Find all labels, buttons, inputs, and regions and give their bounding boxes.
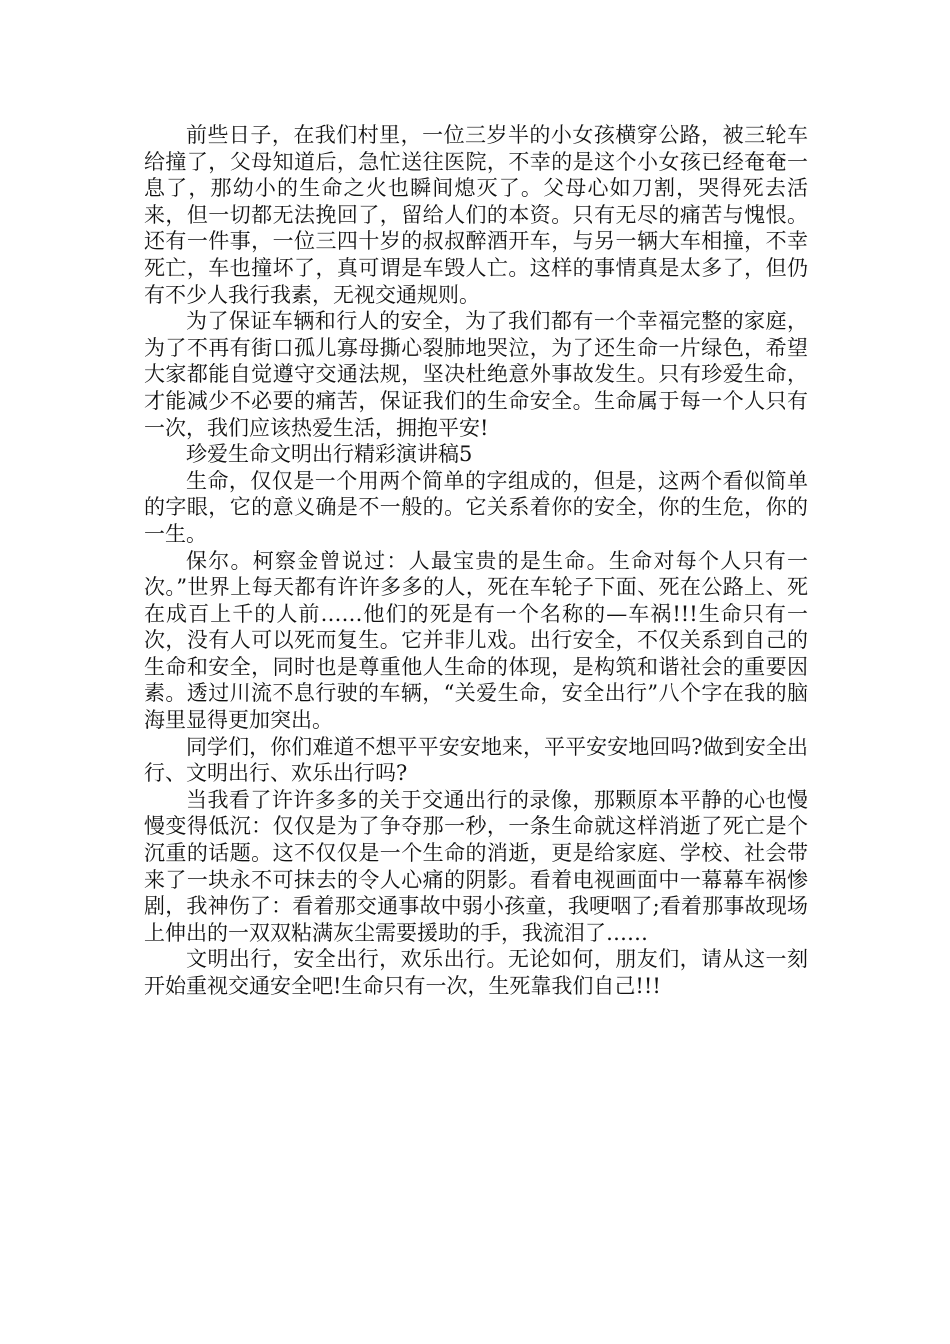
paragraph: 文明出行，安全出行，欢乐出行。无论如何，朋友们，请从这一刻开始重视交通安全吧!生命只有一次，生死靠我们自己!!! xyxy=(144,947,808,998)
paragraph: 前些日子，在我们村里，一位三岁半的小女孩横穿公路，被三轮车给撞了，父母知道后，急忙送往医院，不幸的是这个小女孩已经奄奄一息了，那幼小的生命之火也瞬间熄灭了。父母心如刀割，哭得死去活来，但一切都无法挽回了，留给人们的本资。只有无尽的痛苦与愧恨。还有一件事，一位三四十岁的叔叔醉酒开车，与另一辆大车相撞，不幸死亡，车也撞坏了，真可谓是车毁人亡。这样的事情真是太多了，但仍有不少人我行我素，无视交通规则。 xyxy=(144,123,808,307)
paragraph: 为了保证车辆和行人的安全，为了我们都有一个幸福完整的家庭，为了不再有街口孤儿寡母撕心裂肺地哭泣，为了还生命一片绿色，希望大家都能自觉遵守交通法规，坚决杜绝意外事故发生。只有珍爱生命，才能减少不必要的痛苦，保证我们的生命安全。生命属于每一个人只有一次，我们应该热爱生活，拥抱平安! xyxy=(144,309,808,440)
section-heading: 珍爱生命文明出行精彩演讲稿5 xyxy=(186,442,473,467)
paragraph: 生命，仅仅是一个用两个简单的字组成的，但是，这两个看似简单的字眼，它的意义确是不一般的。它关系着你的安全，你的生危，你的一生。 xyxy=(144,468,808,546)
paragraph: 同学们，你们难道不想平平安安地来，平平安安地回吗?做到安全出行、文明出行、欢乐出行吗? xyxy=(144,734,808,786)
document-body xyxy=(144,122,808,1000)
paragraph: 当我看了许许多多的关于交通出行的录像，那颗原本平静的心也慢慢变得低沉：仅仅是为了争夺那一秒，一条生命就这样消逝了死亡是个沉重的话题。这不仅仅是一个生命的消逝，更是给家庭、学校、社会带来了一块永不可抹去的令人心痛的阴影。看着电视画面中一幕幕车祸惨剧，我神伤了：看着那交通事故中弱小孩童，我哽咽了;看着那事故现场上伸出的一双双粘满灰尘需要援助的手，我流泪了…… xyxy=(144,787,808,945)
paragraph: 保尔。柯察金曾说过：人最宝贵的是生命。生命对每个人只有一次。”世界上每天都有许许多多的人，死在车轮子下面、死在公路上、死在成百上千的人前……他们的死是有一个名称的—车祸!!!生命只有一次，没有人可以死而复生。它并非儿戏。出行安全，不仅关系到自己的生命和安全，同时也是尊重他人生命的体现，是构筑和谐社会的重要因素。透过川流不息行驶的车辆，“关爱生命，安全出行”八个字在我的脑海里显得更加突出。 xyxy=(144,548,808,733)
